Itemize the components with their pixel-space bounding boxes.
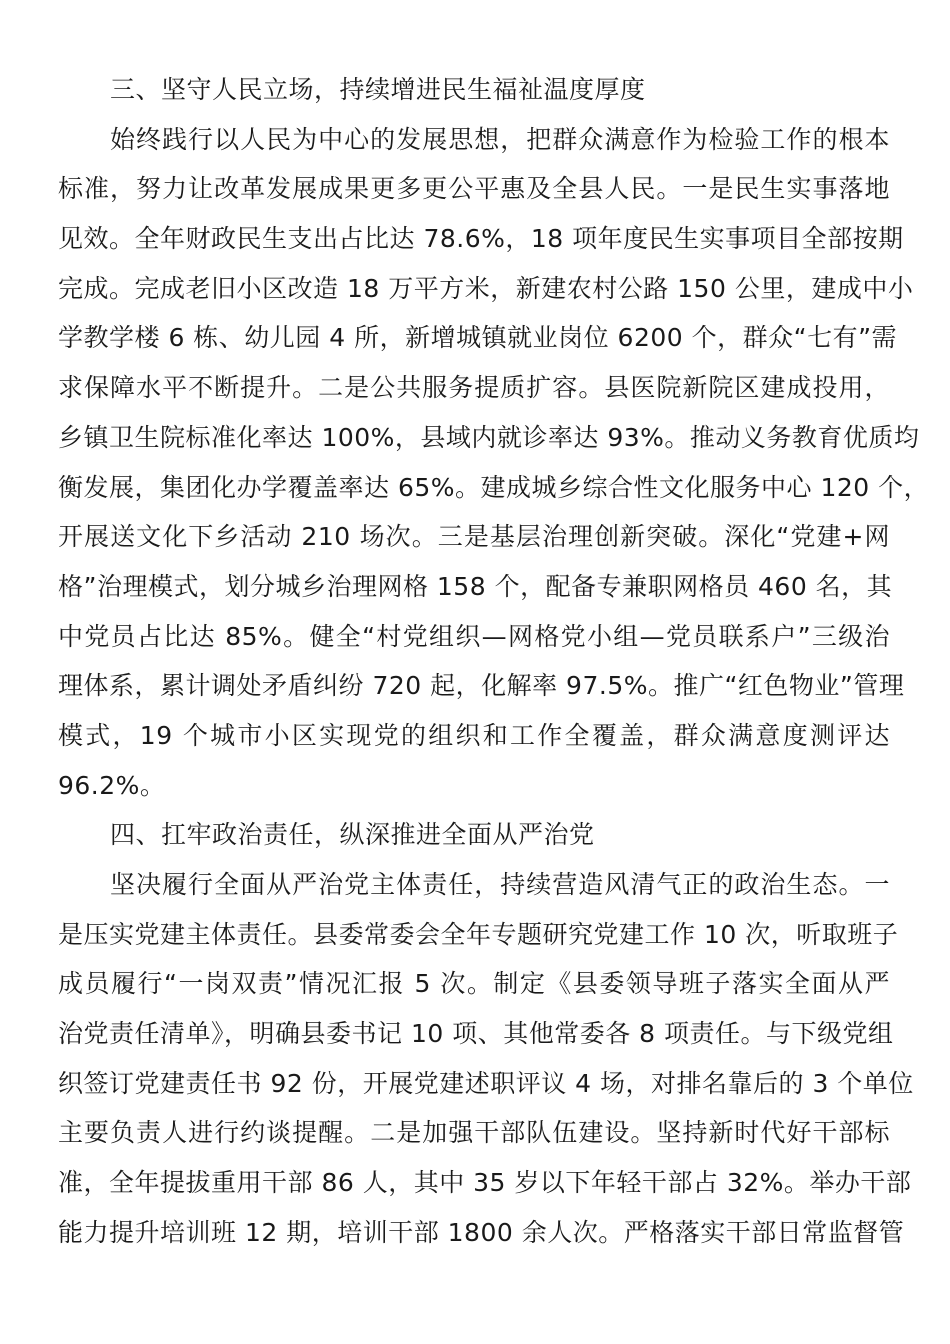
paragraph-line: 中党员占比达 85%。健全“村党组织—网格党小组—党员联系户”三级治 [58, 621, 890, 651]
paragraph-line: 开展送文化下乡活动 210 场次。三是基层治理创新突破。深化“党建+网 [58, 522, 890, 552]
section-heading: 四、扛牢政治责任，纵深推进全面从严治党 [110, 820, 595, 850]
paragraph-line: 是压实党建主体责任。县委常委会全年专题研究党建工作 10 次，听取班子 [58, 919, 899, 949]
paragraph-line: 坚决履行全面从严治党主体责任，持续营造风清气正的政治生态。一 [110, 870, 890, 899]
section-heading: 三、坚守人民立场，持续增进民生福祉温度厚度 [110, 75, 646, 104]
paragraph-line: 完成。完成老旧小区改造 18 万平方米，新建农村公路 150 公里，建成中小 [58, 273, 914, 303]
paragraph-line: 学教学楼 6 栋、幼儿园 4 所，新增城镇就业岗位 6200 个，群众“七有”需 [58, 323, 898, 353]
paragraph-line: 治党责任清单》，明确县委书记 10 项、其他常委各 8 项责任。与下级党组 [58, 1019, 894, 1049]
paragraph-line: 模式，19 个城市小区实现党的组织和工作全覆盖，群众满意度测评达 [58, 720, 890, 750]
paragraph-line: 准，全年提拔重用干部 86 人，其中 35 岁以下年轻干部占 32%。举办干部 [58, 1168, 912, 1198]
document-page [0, 65, 950, 1258]
paragraph-line: 见效。全年财政民生支出占比达 78.6%，18 项年度民生实事项目全部按期 [58, 224, 904, 254]
paragraph-line: 乡镇卫生院标准化率达 100%，县域内就诊率达 93%。推动义务教育优质均 [58, 422, 920, 452]
paragraph-line: 始终践行以人民为中心的发展思想，把群众满意作为检验工作的根本 [110, 124, 890, 154]
paragraph-line: 衡发展，集团化办学覆盖率达 65%。建成城乡综合性文化服务中心 120 个， [58, 472, 930, 502]
paragraph-line: 求保障水平不断提升。二是公共服务提质扩容。县医院新院区建成投用， [58, 373, 890, 403]
paragraph-line: 能力提升培训班 12 期，培训干部 1800 余人次。严格落实干部日常监督管 [58, 1217, 905, 1247]
paragraph-line: 织签订党建责任书 92 份，开展党建述职评议 4 场，对排名靠后的 3 个单位 [58, 1068, 914, 1098]
paragraph-line: 理体系，累计调处矛盾纠纷 720 起，化解率 97.5%。推广“红色物业”管理 [58, 671, 905, 701]
paragraph-line: 96.2%。 [58, 770, 166, 800]
paragraph-line: 主要负责人进行约谈提醒。二是加强干部队伍建设。坚持新时代好干部标 [58, 1118, 890, 1148]
paragraph-line: 成员履行“一岗双责”情况汇报 5 次。制定《县委领导班子落实全面从严 [58, 969, 890, 999]
paragraph-line: 格”治理模式，划分城乡治理网格 158 个，配备专兼职网格员 460 名，其 [58, 571, 893, 601]
paragraph-line: 标准，努力让改革发展成果更多更公平惠及全县人民。一是民生实事落地 [58, 174, 890, 204]
